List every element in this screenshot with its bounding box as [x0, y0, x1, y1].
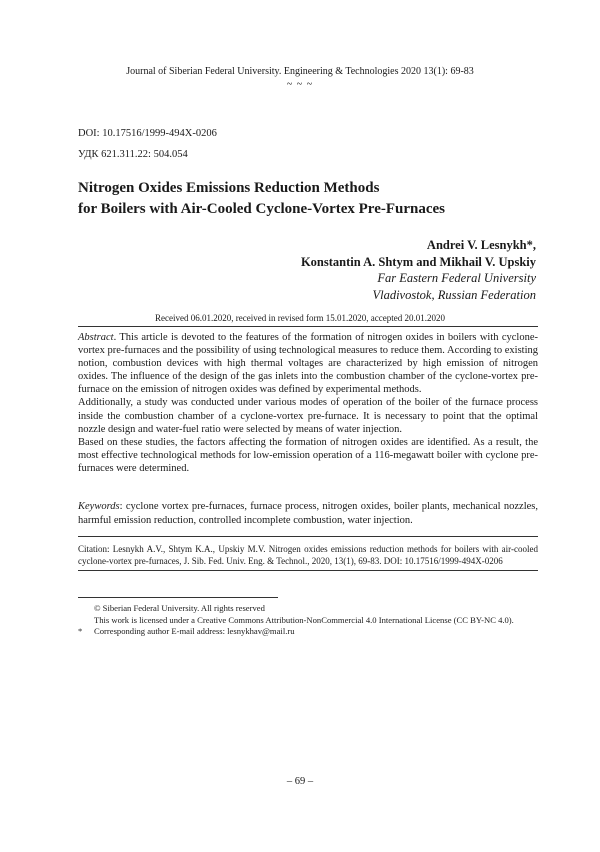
affiliation-line-2: Vladivostok, Russian Federation [372, 288, 536, 302]
footnote-star: * [78, 626, 83, 636]
footnote-copyright: © Siberian Federal University. All rights reserved [94, 603, 265, 613]
footnotes [78, 603, 548, 638]
keywords-text: : cyclone vortex pre-furnaces, furnace process, nitrogen oxides, boiler plants, mechanical nozzles, harmful emission reduction, controlled incomplete combustion, water injection. [78, 501, 538, 526]
title-line-1: Nitrogen Oxides Emissions Reduction Methods [78, 180, 380, 196]
footnote-rule [78, 597, 278, 598]
affiliation-line-1: Far Eastern Federal University [377, 271, 536, 285]
authors-line-1: Andrei V. Lesnykh*, [426, 238, 536, 252]
footnote-corresponding-text: Corresponding author E-mail address: lesnykhav@mail.ru [94, 626, 295, 636]
abstract-top-rule [78, 326, 538, 327]
abstract [78, 331, 538, 475]
abstract-paragraph-3: Based on these studies, the factors affecting the formation of nitrogen oxides are identified. As a result, the most effective technological methods for low-emission operation of a 116-megawatt boiler with cyclone pre-furnaces were determined. [78, 436, 538, 474]
citation-bottom-rule [78, 570, 538, 571]
citation: Citation: Lesnykh A.V., Shtym K.A., Upskiy M.V. Nitrogen oxides emissions reduction methods for boilers with air-cooled cyclone-vortex pre-furnaces, J. Sib. Fed. Univ. Eng. & Technol., 2020, 13(1), 69-83. DOI: 10.17516/1999-494X-0206 [78, 544, 538, 566]
keywords-label: Keywords [78, 501, 120, 512]
abstract-text-1: . This article is devoted to the features of the formation of nitrogen oxides in boilers with cyclone-vortex pre-furnaces and the possibility of using technological measures to reduce them. According to existing notion, combustion devices with high thermal voltages are characterized by high emission of nitrogen oxides. The influence of the design of the gas inlets into the combustion chamber of the cyclone-vortex pre-furnace on the emission of nitrogen oxides was defined by experimental methods. [78, 332, 538, 396]
citation-top-rule [78, 536, 538, 537]
authors-line-2: Konstantin A. Shtym and Mikhail V. Upskiy [300, 255, 536, 269]
authors [301, 237, 536, 271]
journal-header: Journal of Siberian Federal University. Engineering & Technologies 2020 13(1): 69-83 [126, 66, 474, 77]
footnote-corresponding [78, 626, 548, 638]
keywords [78, 500, 538, 527]
page-number: – 69 – [286, 776, 314, 787]
paper-title [78, 178, 445, 220]
footnote-license: This work is licensed under a Creative Commons Attribution-NonCommercial 4.0 International License (CC BY-NC 4.0). [94, 614, 514, 625]
header-ornament: ~ ~ ~ [286, 79, 314, 90]
abstract-paragraph-2: Additionally, a study was conducted under various modes of operation of the boiler of the furnace process inside the combustion chamber of a cyclone-vortex pre-furnace. It is necessary to point that the optimal nozzle design and water-fuel ratio were selected by means of water injection. [78, 397, 538, 435]
abstract-paragraph-1 [78, 331, 538, 396]
title-line-2: for Boilers with Air-Cooled Cyclone-Vortex Pre-Furnaces [78, 201, 446, 217]
udk-code: УДК 621.311.22: 504.054 [78, 149, 188, 160]
abstract-label: Abstract [78, 332, 114, 343]
doi: DOI: 10.17516/1999-494X-0206 [78, 128, 217, 139]
affiliation [372, 270, 536, 304]
received-dates: Received 06.01.2020, received in revised form 15.01.2020, accepted 20.01.2020 [155, 313, 445, 323]
